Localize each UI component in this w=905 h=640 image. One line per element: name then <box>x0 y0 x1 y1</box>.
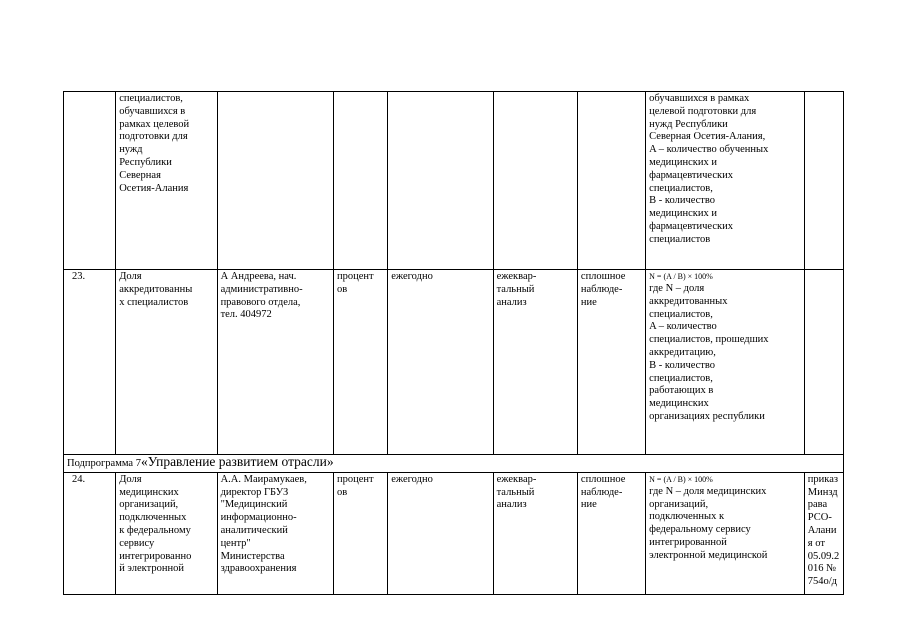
unit-cell: процент ов <box>334 472 388 594</box>
formula-cell <box>646 92 805 270</box>
method-cell <box>577 92 645 270</box>
table-row <box>64 472 844 594</box>
responsible-person <box>217 92 333 270</box>
indicator-name: Доля аккредитованны х специалистов <box>116 270 217 455</box>
formula-expression: N = (A / B) × 100% <box>649 474 713 484</box>
subprogram-row <box>64 455 844 473</box>
frequency-cell: ежегодно <box>388 472 493 594</box>
indicator-name: Доля медицинских организаций, подключенных к федеральному сервису интегрированно й электронной <box>116 472 217 594</box>
row-number: 23. <box>64 270 116 455</box>
unit-cell: процент ов <box>334 270 388 455</box>
responsible-person: А Андреева, нач. административно- правового отдела, тел. 404972 <box>217 270 333 455</box>
indicators-table <box>63 91 844 595</box>
row-number <box>64 92 116 270</box>
indicator-name: специалистов, обучавшихся в рамках целевой подготовки для нужд Республики Северная Осетия-Алания <box>116 92 217 270</box>
table-row <box>64 270 844 455</box>
formula-cell <box>646 472 805 594</box>
subprogram-prefix: Подпрограмма 7 <box>67 458 141 469</box>
note-cell: приказ Минздрава РСО-Алания от 05.09.2016 № 754о/д <box>804 472 843 594</box>
formula-cell <box>646 270 805 455</box>
period-cell: ежеквар- тальный анализ <box>493 472 577 594</box>
note-cell <box>804 92 843 270</box>
formula-description: где N – доля аккредитованных специалистов, A – количество специалистов, прошедших аккредитацию, B - количество специалистов, работающих в медицинских организациях республики <box>649 283 769 422</box>
frequency-cell: ежегодно <box>388 270 493 455</box>
method-cell: сплошное наблюде- ние <box>577 270 645 455</box>
note-cell <box>804 270 843 455</box>
formula-description: где N – доля медицинских организаций, подключенных к федеральному сервису интегрированной электронной медицинской <box>649 485 768 561</box>
frequency-cell <box>388 92 493 270</box>
period-cell <box>493 92 577 270</box>
period-cell: ежеквар- тальный анализ <box>493 270 577 455</box>
row-number: 24. <box>64 472 116 594</box>
table-row <box>64 92 844 270</box>
method-cell: сплошное наблюде- ние <box>577 472 645 594</box>
formula-expression: N = (A / B) × 100% <box>649 272 713 281</box>
responsible-person: А.А. Маирамукаев, директор ГБУЗ "Медицинский информационно- аналитический центр" Министерства здравоохранения <box>217 472 333 594</box>
subprogram-title: «Управление развитием отрасли» <box>140 454 334 469</box>
unit-cell <box>334 92 388 270</box>
subprogram-heading <box>64 455 844 473</box>
formula-description: обучавшихся в рамках целевой подготовки для нужд Республики Северная Осетия-Алания, A – количество обученных медицинских и фармацевтических специалистов, B - количество медицинских и фармацевтических специалистов <box>649 93 769 245</box>
